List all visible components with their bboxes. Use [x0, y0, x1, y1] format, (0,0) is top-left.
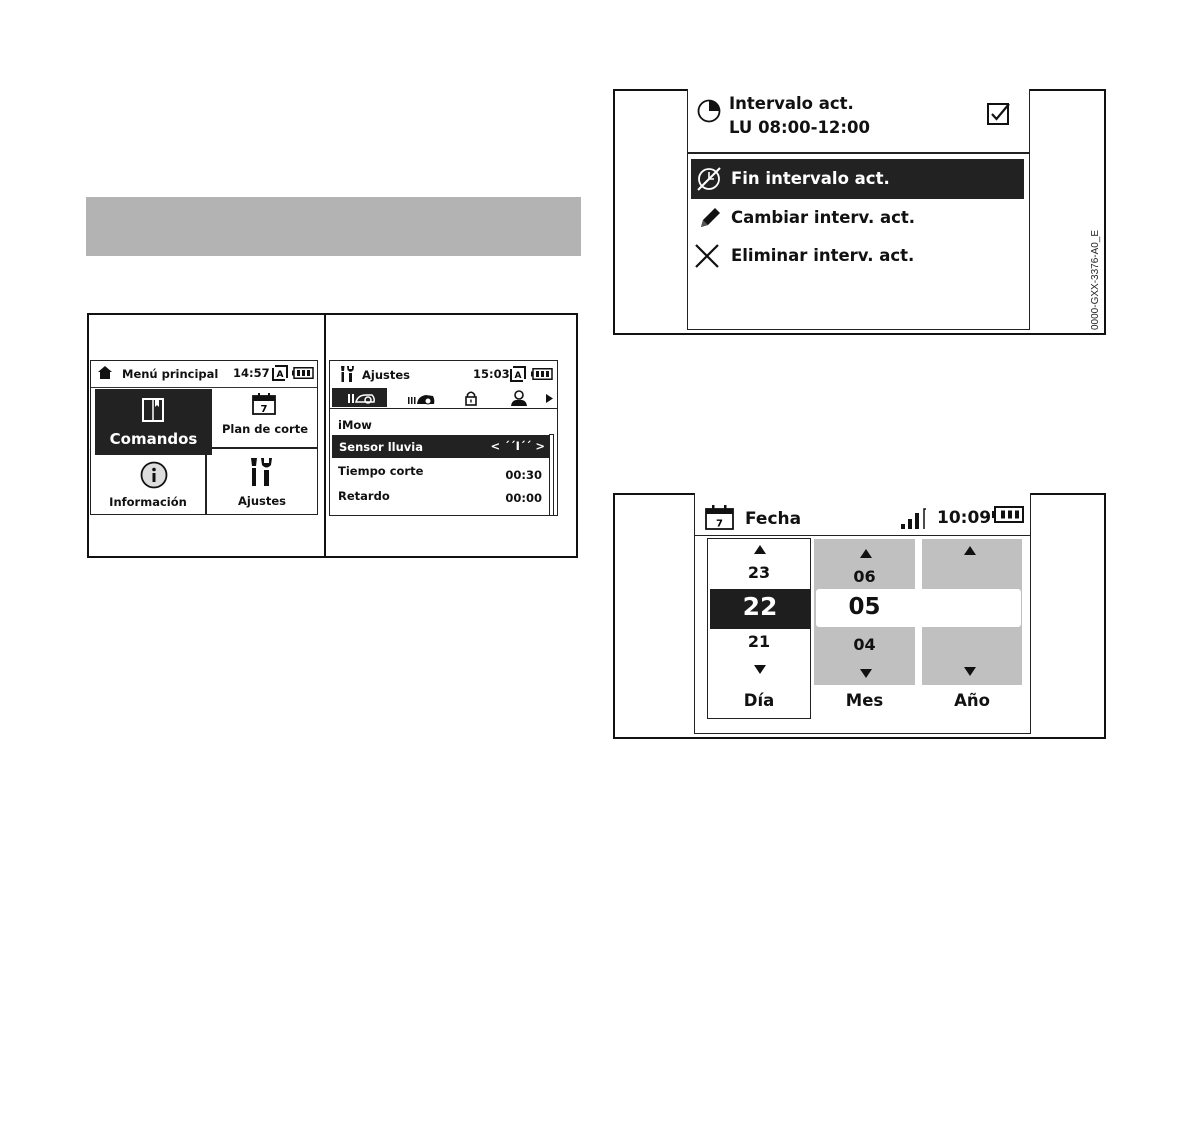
clock-time: 14:57 — [233, 366, 270, 380]
tab-imow[interactable] — [332, 388, 387, 407]
arrow-down-icon[interactable] — [860, 669, 872, 678]
battery-icon — [992, 506, 1024, 523]
auto-mode-icon — [271, 364, 289, 382]
day-selected-box — [710, 589, 810, 629]
settings-row-selected[interactable] — [332, 435, 550, 458]
section-heading-band — [86, 197, 581, 256]
menu-item-label: Cambiar interv. act. — [731, 208, 916, 227]
checkbox-checked-icon[interactable] — [986, 102, 1012, 126]
information-label: Información — [109, 495, 187, 509]
menu-item-change-interval[interactable] — [691, 201, 1024, 235]
battery-icon — [292, 367, 314, 379]
status-bar — [91, 361, 317, 388]
screen-title: Fecha — [745, 509, 802, 529]
svg-text:7: 7 — [716, 518, 723, 530]
separator — [688, 152, 1029, 154]
signal-icon — [901, 508, 931, 530]
cross-icon — [694, 243, 720, 269]
month-selected: 05 — [848, 594, 881, 620]
grid-line — [211, 447, 317, 449]
clock-icon — [697, 99, 721, 123]
status-bar — [330, 361, 557, 388]
battery-icon — [531, 368, 553, 380]
figure-code: 0000-GXX-3376-A0_E — [1090, 229, 1101, 330]
commands-tile[interactable] — [95, 389, 212, 455]
pencil-icon — [697, 205, 723, 231]
user-icon[interactable] — [510, 390, 528, 406]
day-selected: 22 — [742, 592, 778, 621]
calendar-icon — [252, 393, 276, 415]
row-label: Tiempo corte — [338, 464, 424, 478]
mower-settings-icon — [346, 390, 376, 405]
auto-mode-icon — [509, 365, 527, 383]
settings-tile[interactable] — [207, 455, 317, 513]
interval-title: Intervalo act. — [729, 94, 854, 113]
svg-text:A: A — [514, 371, 522, 381]
clock-time: 10:09 — [937, 508, 992, 528]
screen-title: Ajustes — [362, 368, 411, 382]
clock-time: 15:03 — [473, 367, 510, 381]
day-above: 23 — [747, 563, 771, 582]
calendar-icon — [705, 505, 734, 530]
arrow-down-icon[interactable] — [754, 665, 766, 674]
row-value: 00:30 — [505, 468, 542, 482]
settings-tabs — [330, 388, 557, 409]
menu-item-end-interval[interactable] — [691, 159, 1024, 199]
status-bar — [695, 493, 1030, 536]
svg-text:7: 7 — [260, 404, 268, 415]
row-value: < ´´I´´ > — [490, 439, 545, 453]
date-picker-screen — [694, 493, 1031, 734]
day-below: 21 — [747, 632, 771, 651]
mowing-plan-tile[interactable] — [212, 387, 318, 447]
main-menu-screen — [90, 360, 318, 515]
arrow-up-icon[interactable] — [860, 549, 872, 558]
svg-text:A: A — [276, 370, 284, 380]
settings-row[interactable] — [332, 460, 550, 484]
row-value: 00:00 — [505, 491, 542, 505]
scrollbar[interactable] — [549, 434, 554, 516]
section-label: iMow — [338, 418, 372, 432]
arrow-down-icon[interactable] — [964, 667, 976, 676]
home-icon — [98, 366, 112, 379]
interval-menu-screen — [687, 89, 1030, 330]
clock-off-icon — [696, 166, 722, 192]
information-tile[interactable] — [91, 455, 205, 513]
row-label: Sensor lluvia — [339, 440, 423, 454]
menu-item-delete-interval[interactable] — [691, 239, 1024, 273]
commands-label: Comandos — [109, 430, 198, 448]
lock-icon[interactable] — [464, 390, 478, 406]
arrow-up-icon[interactable] — [754, 545, 766, 554]
book-icon — [141, 397, 165, 423]
settings-screen — [329, 360, 558, 516]
settings-row[interactable] — [332, 485, 550, 509]
arrow-right-icon[interactable] — [546, 394, 553, 403]
row-label: Retardo — [338, 489, 390, 503]
year-label: Año — [954, 691, 990, 710]
tools-icon — [248, 456, 274, 488]
tools-icon — [339, 365, 355, 383]
day-label: Día — [743, 691, 775, 710]
mower-icon[interactable] — [406, 391, 436, 406]
menu-item-label: Fin intervalo act. — [731, 169, 890, 188]
settings-label: Ajustes — [237, 494, 287, 508]
arrow-up-icon[interactable] — [964, 546, 976, 555]
figure-divider — [324, 315, 326, 556]
month-above: 06 — [853, 567, 876, 586]
mowing-plan-label: Plan de corte — [221, 422, 309, 436]
interval-time: LU 08:00-12:00 — [729, 118, 870, 137]
screen-title: Menú principal — [122, 367, 219, 381]
info-icon — [140, 461, 168, 489]
month-label: Mes — [845, 691, 884, 710]
month-below: 04 — [853, 635, 876, 654]
menu-item-label: Eliminar interv. act. — [731, 246, 915, 265]
